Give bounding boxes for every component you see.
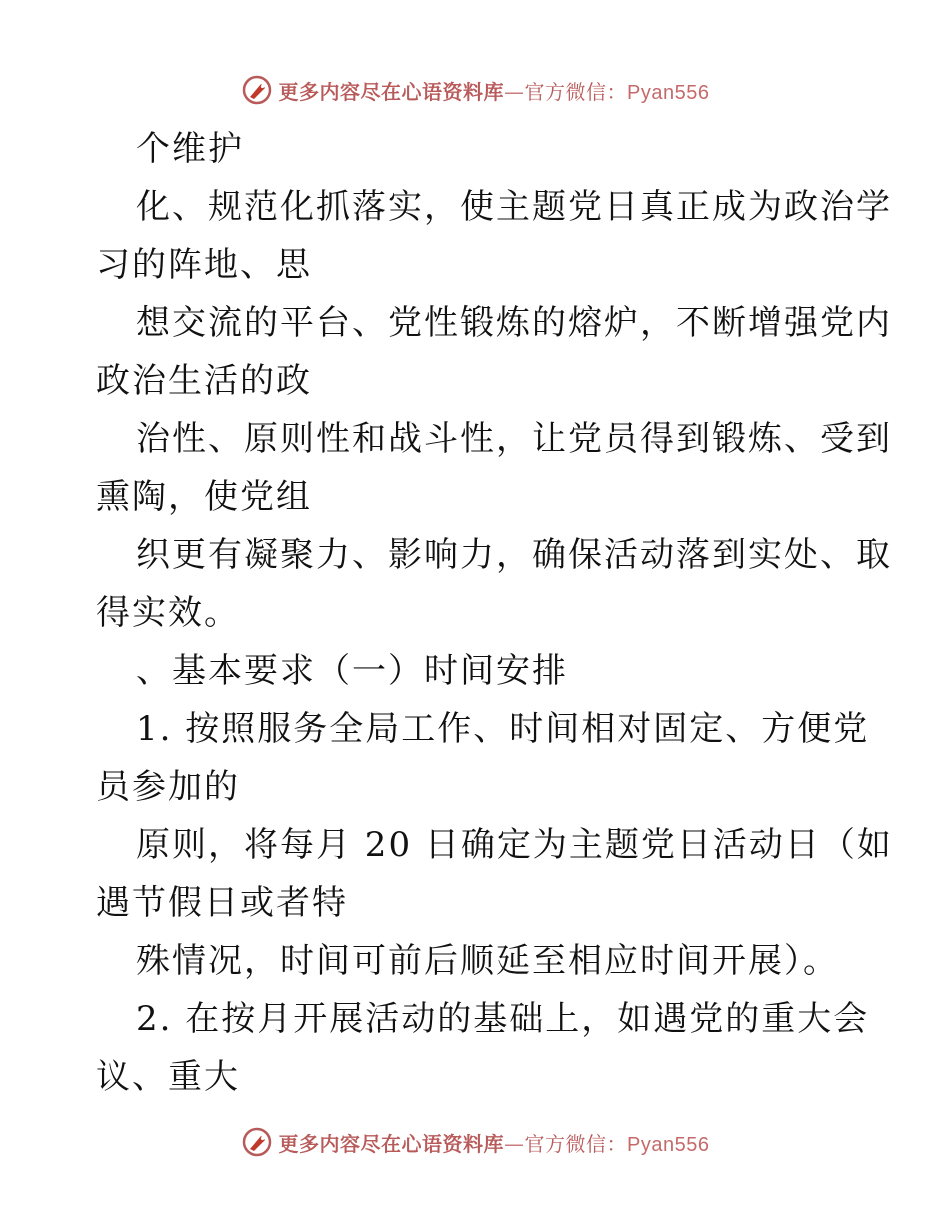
watermark-separator: — bbox=[504, 79, 525, 104]
text-line: 议、重大 bbox=[96, 1057, 240, 1097]
watermark-main-text: 更多内容尽在心语资料库 bbox=[278, 79, 505, 104]
text-line: 、基本要求（一）时间安排 bbox=[136, 651, 568, 691]
watermark-text bbox=[279, 76, 710, 105]
pen-nib-circle-icon bbox=[241, 1126, 273, 1158]
text-line: 治性、原则性和战斗性，让党员得到锻炼、受到 bbox=[136, 419, 892, 459]
watermark-account-label: 官方微信： bbox=[524, 79, 628, 104]
watermark-account-id: Pyan556 bbox=[627, 81, 710, 104]
watermark-account-label: 官方微信： bbox=[524, 1131, 628, 1156]
text-line: 想交流的平台、党性锻炼的熔炉，不断增强党内 bbox=[136, 303, 892, 343]
text-line: 殊情况，时间可前后顺延至相应时间开展）。 bbox=[136, 941, 839, 981]
watermark-separator: — bbox=[504, 1131, 525, 1156]
text-line: 得实效。 bbox=[96, 593, 240, 633]
footer-watermark bbox=[0, 1122, 950, 1162]
text-line: 个维护 bbox=[136, 129, 244, 169]
watermark-main-text: 更多内容尽在心语资料库 bbox=[278, 1131, 505, 1156]
document-body bbox=[96, 120, 893, 1106]
pen-nib-circle-icon bbox=[241, 74, 273, 106]
text-line: 遇节假日或者特 bbox=[96, 883, 348, 923]
text-line: 化、规范化抓落实，使主题党日真正成为政治学 bbox=[136, 187, 892, 227]
watermark-text bbox=[279, 1128, 710, 1157]
text-line: 1. 按照服务全局工作、时间相对固定、方便党 bbox=[136, 709, 870, 749]
text-line: 原则，将每月 20 日确定为主题党日活动日（如 bbox=[136, 825, 893, 865]
watermark-account-id: Pyan556 bbox=[627, 1133, 710, 1156]
text-line: 2. 在按月开展活动的基础上，如遇党的重大会 bbox=[136, 999, 870, 1039]
header-watermark bbox=[0, 70, 950, 110]
text-line: 政治生活的政 bbox=[96, 361, 312, 401]
text-line: 织更有凝聚力、影响力，确保活动落到实处、取 bbox=[136, 535, 892, 575]
text-line: 熏陶，使党组 bbox=[96, 477, 312, 517]
text-line: 习的阵地、思 bbox=[96, 245, 312, 285]
text-line: 员参加的 bbox=[96, 767, 240, 807]
